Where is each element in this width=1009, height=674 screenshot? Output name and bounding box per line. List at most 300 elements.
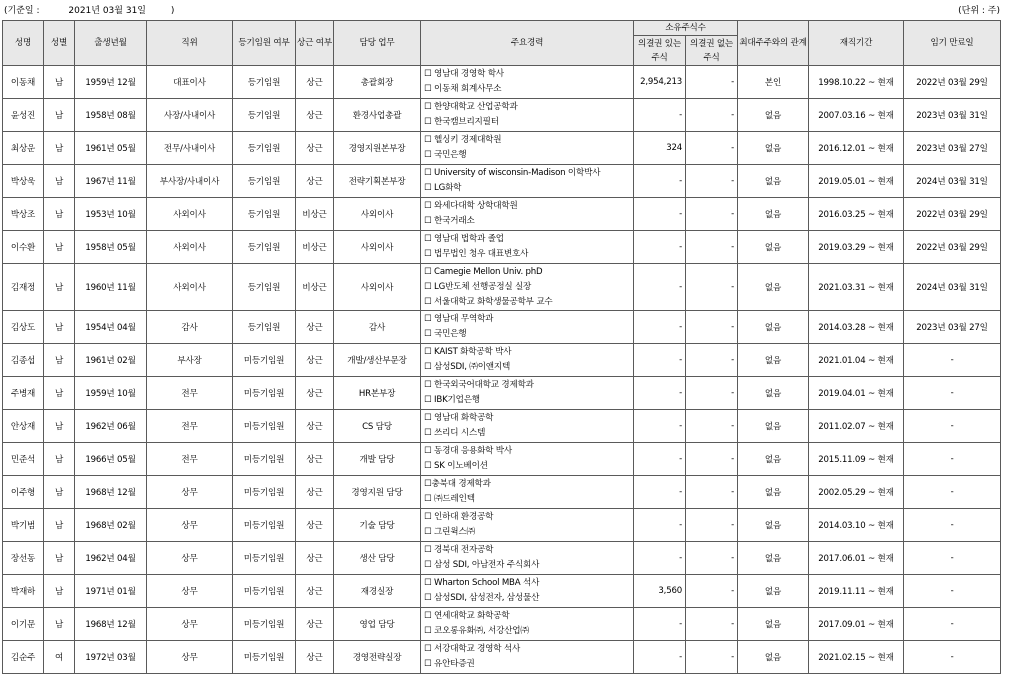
table-body bbox=[3, 66, 1001, 674]
cell-position: 상무 bbox=[147, 542, 233, 575]
cell-duty: 개발/생산부문장 bbox=[334, 344, 421, 377]
cell-position: 부사장/사내이사 bbox=[147, 165, 233, 198]
base-date-value: 2021년 03월 31일 bbox=[68, 6, 146, 16]
cell-relation: 없음 bbox=[738, 132, 809, 165]
cell-voting: - bbox=[634, 377, 686, 410]
cell-registered: 등기임원 bbox=[233, 231, 296, 264]
cell-relation: 없음 bbox=[738, 410, 809, 443]
header-shares: 소유주식수 bbox=[634, 21, 738, 36]
cell-career bbox=[421, 443, 634, 476]
cell-voting: - bbox=[634, 344, 686, 377]
table-row bbox=[3, 132, 1001, 165]
cell-name: 이기문 bbox=[3, 608, 44, 641]
cell-relation: 없음 bbox=[738, 99, 809, 132]
cell-duty: 총괄회장 bbox=[334, 66, 421, 99]
cell-voting: 2,954,213 bbox=[634, 66, 686, 99]
cell-relation: 없음 bbox=[738, 443, 809, 476]
header-shares-voting: 의결권 있는 주식 bbox=[634, 36, 686, 66]
executive-table bbox=[2, 20, 1001, 674]
cell-fulltime: 비상근 bbox=[296, 198, 334, 231]
cell-nonvoting: - bbox=[686, 377, 738, 410]
cell-position: 부사장 bbox=[147, 344, 233, 377]
cell-relation: 없음 bbox=[738, 575, 809, 608]
cell-career bbox=[421, 198, 634, 231]
cell-relation: 없음 bbox=[738, 264, 809, 311]
unit-label: (단위 : 주) bbox=[958, 6, 1000, 16]
cell-position: 상무 bbox=[147, 509, 233, 542]
cell-nonvoting: - bbox=[686, 476, 738, 509]
cell-term-end: 2023년 03월 31일 bbox=[904, 99, 1001, 132]
cell-fulltime: 상근 bbox=[296, 542, 334, 575]
cell-gender: 남 bbox=[44, 344, 75, 377]
career-line: ☐ KAIST 화학공학 박사 bbox=[424, 347, 512, 357]
cell-tenure: 2021.01.04 ~ 현재 bbox=[809, 344, 904, 377]
career-line: ☐ 한양대학교 산업공학과 bbox=[424, 102, 518, 112]
cell-position: 전무 bbox=[147, 410, 233, 443]
cell-birth: 1962년 06월 bbox=[75, 410, 147, 443]
cell-nonvoting: - bbox=[686, 608, 738, 641]
cell-name: 민준석 bbox=[3, 443, 44, 476]
cell-birth: 1968년 02월 bbox=[75, 509, 147, 542]
cell-term-end: - bbox=[904, 344, 1001, 377]
cell-duty: 영업 담당 bbox=[334, 608, 421, 641]
cell-tenure: 2002.05.29 ~ 현재 bbox=[809, 476, 904, 509]
cell-gender: 남 bbox=[44, 198, 75, 231]
cell-nonvoting: - bbox=[686, 311, 738, 344]
header-career: 주요경력 bbox=[421, 21, 634, 66]
cell-term-end: 2022년 03월 29일 bbox=[904, 198, 1001, 231]
cell-term-end: 2023년 03월 27일 bbox=[904, 132, 1001, 165]
cell-tenure: 1998.10.22 ~ 현재 bbox=[809, 66, 904, 99]
cell-career bbox=[421, 66, 634, 99]
cell-voting: - bbox=[634, 542, 686, 575]
cell-registered: 등기임원 bbox=[233, 264, 296, 311]
header-term-end: 임기 만료일 bbox=[904, 21, 1001, 66]
career-line: ☐ 영남대 법학과 졸업 bbox=[424, 234, 504, 244]
table-row bbox=[3, 165, 1001, 198]
cell-duty: 경영지원본부장 bbox=[334, 132, 421, 165]
career-line: ☐ 이동채 회계사무소 bbox=[424, 84, 502, 94]
cell-position: 대표이사 bbox=[147, 66, 233, 99]
cell-registered: 미등기임원 bbox=[233, 344, 296, 377]
cell-nonvoting: - bbox=[686, 443, 738, 476]
cell-relation: 없음 bbox=[738, 509, 809, 542]
cell-tenure: 2016.12.01 ~ 현재 bbox=[809, 132, 904, 165]
career-line: ☐ 서울대학교 화학생물공학부 교수 bbox=[424, 296, 553, 307]
cell-birth: 1958년 05월 bbox=[75, 231, 147, 264]
cell-nonvoting: - bbox=[686, 99, 738, 132]
cell-gender: 남 bbox=[44, 509, 75, 542]
cell-career bbox=[421, 377, 634, 410]
career-line: ☐ 국민은행 bbox=[424, 150, 467, 160]
cell-relation: 없음 bbox=[738, 641, 809, 674]
cell-birth: 1959년 10월 bbox=[75, 377, 147, 410]
cell-relation: 없음 bbox=[738, 542, 809, 575]
cell-relation: 없음 bbox=[738, 165, 809, 198]
cell-registered: 미등기임원 bbox=[233, 377, 296, 410]
cell-duty: 개발 담당 bbox=[334, 443, 421, 476]
career-line: ☐ 서강대학교 경영학 석사 bbox=[424, 644, 521, 654]
cell-career bbox=[421, 344, 634, 377]
cell-career bbox=[421, 608, 634, 641]
career-line: ☐ 한국외국어대학교 경제학과 bbox=[424, 380, 534, 390]
cell-registered: 등기임원 bbox=[233, 198, 296, 231]
table-row bbox=[3, 66, 1001, 99]
career-line: ☐ ㈜드레인텍 bbox=[424, 494, 475, 504]
cell-birth: 1962년 04월 bbox=[75, 542, 147, 575]
cell-registered: 미등기임원 bbox=[233, 443, 296, 476]
cell-voting: - bbox=[634, 509, 686, 542]
cell-fulltime: 상근 bbox=[296, 165, 334, 198]
header-position: 직위 bbox=[147, 21, 233, 66]
cell-fulltime: 상근 bbox=[296, 66, 334, 99]
cell-term-end: - bbox=[904, 641, 1001, 674]
table-row bbox=[3, 476, 1001, 509]
cell-birth: 1967년 11월 bbox=[75, 165, 147, 198]
cell-nonvoting: - bbox=[686, 66, 738, 99]
cell-birth: 1953년 10월 bbox=[75, 198, 147, 231]
cell-position: 사외이사 bbox=[147, 264, 233, 311]
table-row bbox=[3, 311, 1001, 344]
cell-birth: 1966년 05월 bbox=[75, 443, 147, 476]
cell-registered: 미등기임원 bbox=[233, 542, 296, 575]
cell-duty: HR본부장 bbox=[334, 377, 421, 410]
base-date-line bbox=[4, 3, 174, 16]
cell-term-end: - bbox=[904, 410, 1001, 443]
cell-term-end: 2024년 03월 31일 bbox=[904, 264, 1001, 311]
cell-voting: - bbox=[634, 198, 686, 231]
cell-nonvoting: - bbox=[686, 198, 738, 231]
cell-nonvoting: - bbox=[686, 575, 738, 608]
career-line: ☐ University of wisconsin-Madison 이학박사 bbox=[424, 168, 601, 178]
cell-term-end: 2024년 03월 31일 bbox=[904, 165, 1001, 198]
cell-gender: 남 bbox=[44, 575, 75, 608]
cell-name: 이동채 bbox=[3, 66, 44, 99]
cell-name: 박상욱 bbox=[3, 165, 44, 198]
cell-career bbox=[421, 311, 634, 344]
cell-voting: - bbox=[634, 165, 686, 198]
cell-term-end: - bbox=[904, 575, 1001, 608]
cell-duty: 사외이사 bbox=[334, 231, 421, 264]
cell-gender: 남 bbox=[44, 608, 75, 641]
cell-name: 주병재 bbox=[3, 377, 44, 410]
career-line: ☐ 한국거래소 bbox=[424, 216, 475, 226]
table-row bbox=[3, 509, 1001, 542]
cell-tenure: 2014.03.28 ~ 현재 bbox=[809, 311, 904, 344]
header-registered: 등기임원 여부 bbox=[233, 21, 296, 66]
cell-duty: 사외이사 bbox=[334, 198, 421, 231]
career-line: ☐ 국민은행 bbox=[424, 329, 467, 339]
cell-birth: 1954년 04월 bbox=[75, 311, 147, 344]
career-line: ☐ 경북대 전자공학 bbox=[424, 545, 494, 555]
cell-gender: 남 bbox=[44, 132, 75, 165]
cell-name: 박재하 bbox=[3, 575, 44, 608]
cell-gender: 여 bbox=[44, 641, 75, 674]
cell-registered: 미등기임원 bbox=[233, 575, 296, 608]
cell-duty: 전략기획본부장 bbox=[334, 165, 421, 198]
cell-relation: 없음 bbox=[738, 377, 809, 410]
cell-fulltime: 상근 bbox=[296, 641, 334, 674]
cell-nonvoting: - bbox=[686, 264, 738, 311]
cell-gender: 남 bbox=[44, 66, 75, 99]
cell-duty: 환경사업총괄 bbox=[334, 99, 421, 132]
cell-gender: 남 bbox=[44, 99, 75, 132]
cell-fulltime: 상근 bbox=[296, 476, 334, 509]
career-line: ☐ 쓰리디 시스템 bbox=[424, 428, 486, 438]
cell-registered: 등기임원 bbox=[233, 165, 296, 198]
cell-relation: 없음 bbox=[738, 311, 809, 344]
cell-position: 전무 bbox=[147, 377, 233, 410]
cell-position: 상무 bbox=[147, 641, 233, 674]
cell-term-end: - bbox=[904, 608, 1001, 641]
career-line: ☐ 영남대 무역학과 bbox=[424, 314, 494, 324]
cell-term-end: 2022년 03월 29일 bbox=[904, 66, 1001, 99]
cell-name: 김재정 bbox=[3, 264, 44, 311]
cell-nonvoting: - bbox=[686, 509, 738, 542]
cell-gender: 남 bbox=[44, 165, 75, 198]
career-line: ☐ 한국캠브리지필터 bbox=[424, 117, 499, 127]
cell-name: 안상재 bbox=[3, 410, 44, 443]
table-row bbox=[3, 344, 1001, 377]
cell-gender: 남 bbox=[44, 264, 75, 311]
cell-term-end: - bbox=[904, 443, 1001, 476]
cell-birth: 1968년 12월 bbox=[75, 476, 147, 509]
header-fulltime: 상근 여부 bbox=[296, 21, 334, 66]
cell-fulltime: 상근 bbox=[296, 608, 334, 641]
cell-term-end: 2023년 03월 27일 bbox=[904, 311, 1001, 344]
table-row bbox=[3, 443, 1001, 476]
cell-position: 상무 bbox=[147, 608, 233, 641]
cell-duty: 경영지원 담당 bbox=[334, 476, 421, 509]
table-row bbox=[3, 198, 1001, 231]
cell-voting: - bbox=[634, 476, 686, 509]
cell-fulltime: 상근 bbox=[296, 99, 334, 132]
cell-duty: CS 담당 bbox=[334, 410, 421, 443]
cell-fulltime: 상근 bbox=[296, 311, 334, 344]
cell-name: 윤성진 bbox=[3, 99, 44, 132]
cell-tenure: 2015.11.09 ~ 현재 bbox=[809, 443, 904, 476]
cell-term-end: - bbox=[904, 377, 1001, 410]
header-birth: 출생년월 bbox=[75, 21, 147, 66]
header-row-top bbox=[3, 21, 1001, 36]
cell-voting: - bbox=[634, 99, 686, 132]
cell-duty: 사외이사 bbox=[334, 264, 421, 311]
cell-tenure: 2021.02.15 ~ 현재 bbox=[809, 641, 904, 674]
cell-position: 감사 bbox=[147, 311, 233, 344]
career-line: ☐ LG반도체 선행공정실 실장 bbox=[424, 281, 532, 292]
cell-gender: 남 bbox=[44, 231, 75, 264]
cell-registered: 등기임원 bbox=[233, 311, 296, 344]
header-relation: 최대주주와의 관계 bbox=[738, 21, 809, 66]
cell-nonvoting: - bbox=[686, 132, 738, 165]
career-line: ☐ 헬싱키 경제대학원 bbox=[424, 135, 502, 145]
cell-term-end: 2022년 03월 29일 bbox=[904, 231, 1001, 264]
career-line: ☐ Wharton School MBA 석사 bbox=[424, 578, 540, 588]
cell-birth: 1961년 05월 bbox=[75, 132, 147, 165]
cell-tenure: 2007.03.16 ~ 현재 bbox=[809, 99, 904, 132]
table-row bbox=[3, 542, 1001, 575]
cell-tenure: 2019.11.11 ~ 현재 bbox=[809, 575, 904, 608]
cell-position: 전무 bbox=[147, 443, 233, 476]
cell-birth: 1959년 12월 bbox=[75, 66, 147, 99]
cell-nonvoting: - bbox=[686, 542, 738, 575]
table-row bbox=[3, 264, 1001, 311]
table-row bbox=[3, 410, 1001, 443]
cell-career bbox=[421, 641, 634, 674]
cell-fulltime: 상근 bbox=[296, 344, 334, 377]
career-line: ☐ SK 이노베이션 bbox=[424, 461, 488, 471]
cell-fulltime: 상근 bbox=[296, 443, 334, 476]
career-line: ☐ 코오롱유화㈜, 서강산업㈜ bbox=[424, 626, 529, 636]
career-line: ☐ 영남대 화학공학 bbox=[424, 413, 494, 423]
cell-fulltime: 상근 bbox=[296, 509, 334, 542]
cell-career bbox=[421, 509, 634, 542]
cell-tenure: 2014.03.10 ~ 현재 bbox=[809, 509, 904, 542]
career-line: ☐ LG화학 bbox=[424, 183, 462, 193]
cell-tenure: 2019.05.01 ~ 현재 bbox=[809, 165, 904, 198]
cell-voting: - bbox=[634, 231, 686, 264]
cell-gender: 남 bbox=[44, 377, 75, 410]
cell-career bbox=[421, 99, 634, 132]
cell-career bbox=[421, 476, 634, 509]
base-date-label: (기준일 : bbox=[4, 6, 40, 16]
cell-tenure: 2017.09.01 ~ 현재 bbox=[809, 608, 904, 641]
table-row bbox=[3, 608, 1001, 641]
cell-name: 김순주 bbox=[3, 641, 44, 674]
cell-voting: 3,560 bbox=[634, 575, 686, 608]
cell-registered: 미등기임원 bbox=[233, 641, 296, 674]
cell-name: 장선동 bbox=[3, 542, 44, 575]
cell-duty: 재경실장 bbox=[334, 575, 421, 608]
table-row bbox=[3, 575, 1001, 608]
cell-name: 이주형 bbox=[3, 476, 44, 509]
cell-birth: 1960년 11월 bbox=[75, 264, 147, 311]
base-date-close: ) bbox=[170, 6, 175, 16]
cell-position: 사외이사 bbox=[147, 231, 233, 264]
cell-registered: 미등기임원 bbox=[233, 410, 296, 443]
cell-tenure: 2021.03.31 ~ 현재 bbox=[809, 264, 904, 311]
cell-tenure: 2011.02.07 ~ 현재 bbox=[809, 410, 904, 443]
cell-fulltime: 상근 bbox=[296, 377, 334, 410]
cell-fulltime: 비상근 bbox=[296, 231, 334, 264]
cell-nonvoting: - bbox=[686, 344, 738, 377]
cell-tenure: 2016.03.25 ~ 현재 bbox=[809, 198, 904, 231]
cell-voting: - bbox=[634, 608, 686, 641]
cell-registered: 등기임원 bbox=[233, 99, 296, 132]
career-line: ☐ 법무법인 청우 대표변호사 bbox=[424, 249, 529, 259]
cell-name: 박기범 bbox=[3, 509, 44, 542]
cell-relation: 없음 bbox=[738, 608, 809, 641]
cell-name: 김상도 bbox=[3, 311, 44, 344]
table-row bbox=[3, 377, 1001, 410]
career-line: ☐ 삼성SDI, ㈜이앤지텍 bbox=[424, 362, 511, 372]
table-row bbox=[3, 641, 1001, 674]
cell-relation: 없음 bbox=[738, 231, 809, 264]
cell-duty: 기술 담당 bbox=[334, 509, 421, 542]
cell-relation: 없음 bbox=[738, 198, 809, 231]
cell-birth: 1961년 02월 bbox=[75, 344, 147, 377]
cell-duty: 감사 bbox=[334, 311, 421, 344]
cell-career bbox=[421, 542, 634, 575]
header-duty: 담당 업무 bbox=[334, 21, 421, 66]
cell-registered: 미등기임원 bbox=[233, 476, 296, 509]
cell-nonvoting: - bbox=[686, 410, 738, 443]
cell-tenure: 2017.06.01 ~ 현재 bbox=[809, 542, 904, 575]
cell-position: 전무/사내이사 bbox=[147, 132, 233, 165]
cell-nonvoting: - bbox=[686, 165, 738, 198]
career-line: ☐ 그린윅스㈜ bbox=[424, 527, 475, 537]
cell-fulltime: 비상근 bbox=[296, 264, 334, 311]
cell-duty: 경영전략실장 bbox=[334, 641, 421, 674]
career-line: ☐ 영남대 경영학 학사 bbox=[424, 69, 504, 79]
cell-gender: 남 bbox=[44, 476, 75, 509]
header-name: 성명 bbox=[3, 21, 44, 66]
cell-term-end: - bbox=[904, 476, 1001, 509]
cell-fulltime: 상근 bbox=[296, 575, 334, 608]
cell-tenure: 2019.03.29 ~ 현재 bbox=[809, 231, 904, 264]
cell-voting: - bbox=[634, 641, 686, 674]
cell-career bbox=[421, 264, 634, 311]
cell-registered: 미등기임원 bbox=[233, 509, 296, 542]
cell-career bbox=[421, 132, 634, 165]
cell-birth: 1971년 01월 bbox=[75, 575, 147, 608]
cell-term-end: - bbox=[904, 509, 1001, 542]
career-line: ☐충북대 경제학과 bbox=[424, 479, 491, 489]
cell-name: 김종섭 bbox=[3, 344, 44, 377]
cell-relation: 본인 bbox=[738, 66, 809, 99]
cell-name: 최상운 bbox=[3, 132, 44, 165]
cell-career bbox=[421, 231, 634, 264]
cell-fulltime: 상근 bbox=[296, 410, 334, 443]
cell-birth: 1968년 12월 bbox=[75, 608, 147, 641]
cell-voting: - bbox=[634, 410, 686, 443]
cell-birth: 1972년 03월 bbox=[75, 641, 147, 674]
table-row bbox=[3, 99, 1001, 132]
cell-registered: 등기임원 bbox=[233, 66, 296, 99]
cell-position: 사외이사 bbox=[147, 198, 233, 231]
cell-duty: 생산 담당 bbox=[334, 542, 421, 575]
cell-gender: 남 bbox=[44, 443, 75, 476]
table-row bbox=[3, 231, 1001, 264]
career-line: ☐ 삼성 SDI, 아남전자 주식회사 bbox=[424, 560, 540, 570]
header-shares-nonvoting: 의결권 없는 주식 bbox=[686, 36, 738, 66]
cell-position: 상무 bbox=[147, 476, 233, 509]
cell-birth: 1958년 08월 bbox=[75, 99, 147, 132]
career-line: ☐ 와세다대학 상학대학원 bbox=[424, 201, 518, 211]
cell-voting: 324 bbox=[634, 132, 686, 165]
cell-position: 사장/사내이사 bbox=[147, 99, 233, 132]
header-tenure: 재직기간 bbox=[809, 21, 904, 66]
cell-position: 상무 bbox=[147, 575, 233, 608]
cell-name: 박상조 bbox=[3, 198, 44, 231]
cell-registered: 미등기임원 bbox=[233, 608, 296, 641]
cell-voting: - bbox=[634, 264, 686, 311]
career-line: ☐ 삼성SDI, 삼성전자, 삼성물산 bbox=[424, 593, 540, 603]
cell-registered: 등기임원 bbox=[233, 132, 296, 165]
cell-nonvoting: - bbox=[686, 641, 738, 674]
cell-gender: 남 bbox=[44, 311, 75, 344]
cell-relation: 없음 bbox=[738, 344, 809, 377]
cell-voting: - bbox=[634, 443, 686, 476]
header-gender: 성별 bbox=[44, 21, 75, 66]
career-line: ☐ 인하대 환경공학 bbox=[424, 512, 494, 522]
career-line: ☐ 동경대 응용화학 박사 bbox=[424, 446, 513, 456]
career-line: ☐ Camegie Mellon Univ. phD bbox=[424, 266, 543, 277]
cell-nonvoting: - bbox=[686, 231, 738, 264]
career-line: ☐ IBK기업은행 bbox=[424, 395, 480, 405]
cell-gender: 남 bbox=[44, 410, 75, 443]
cell-name: 이수환 bbox=[3, 231, 44, 264]
